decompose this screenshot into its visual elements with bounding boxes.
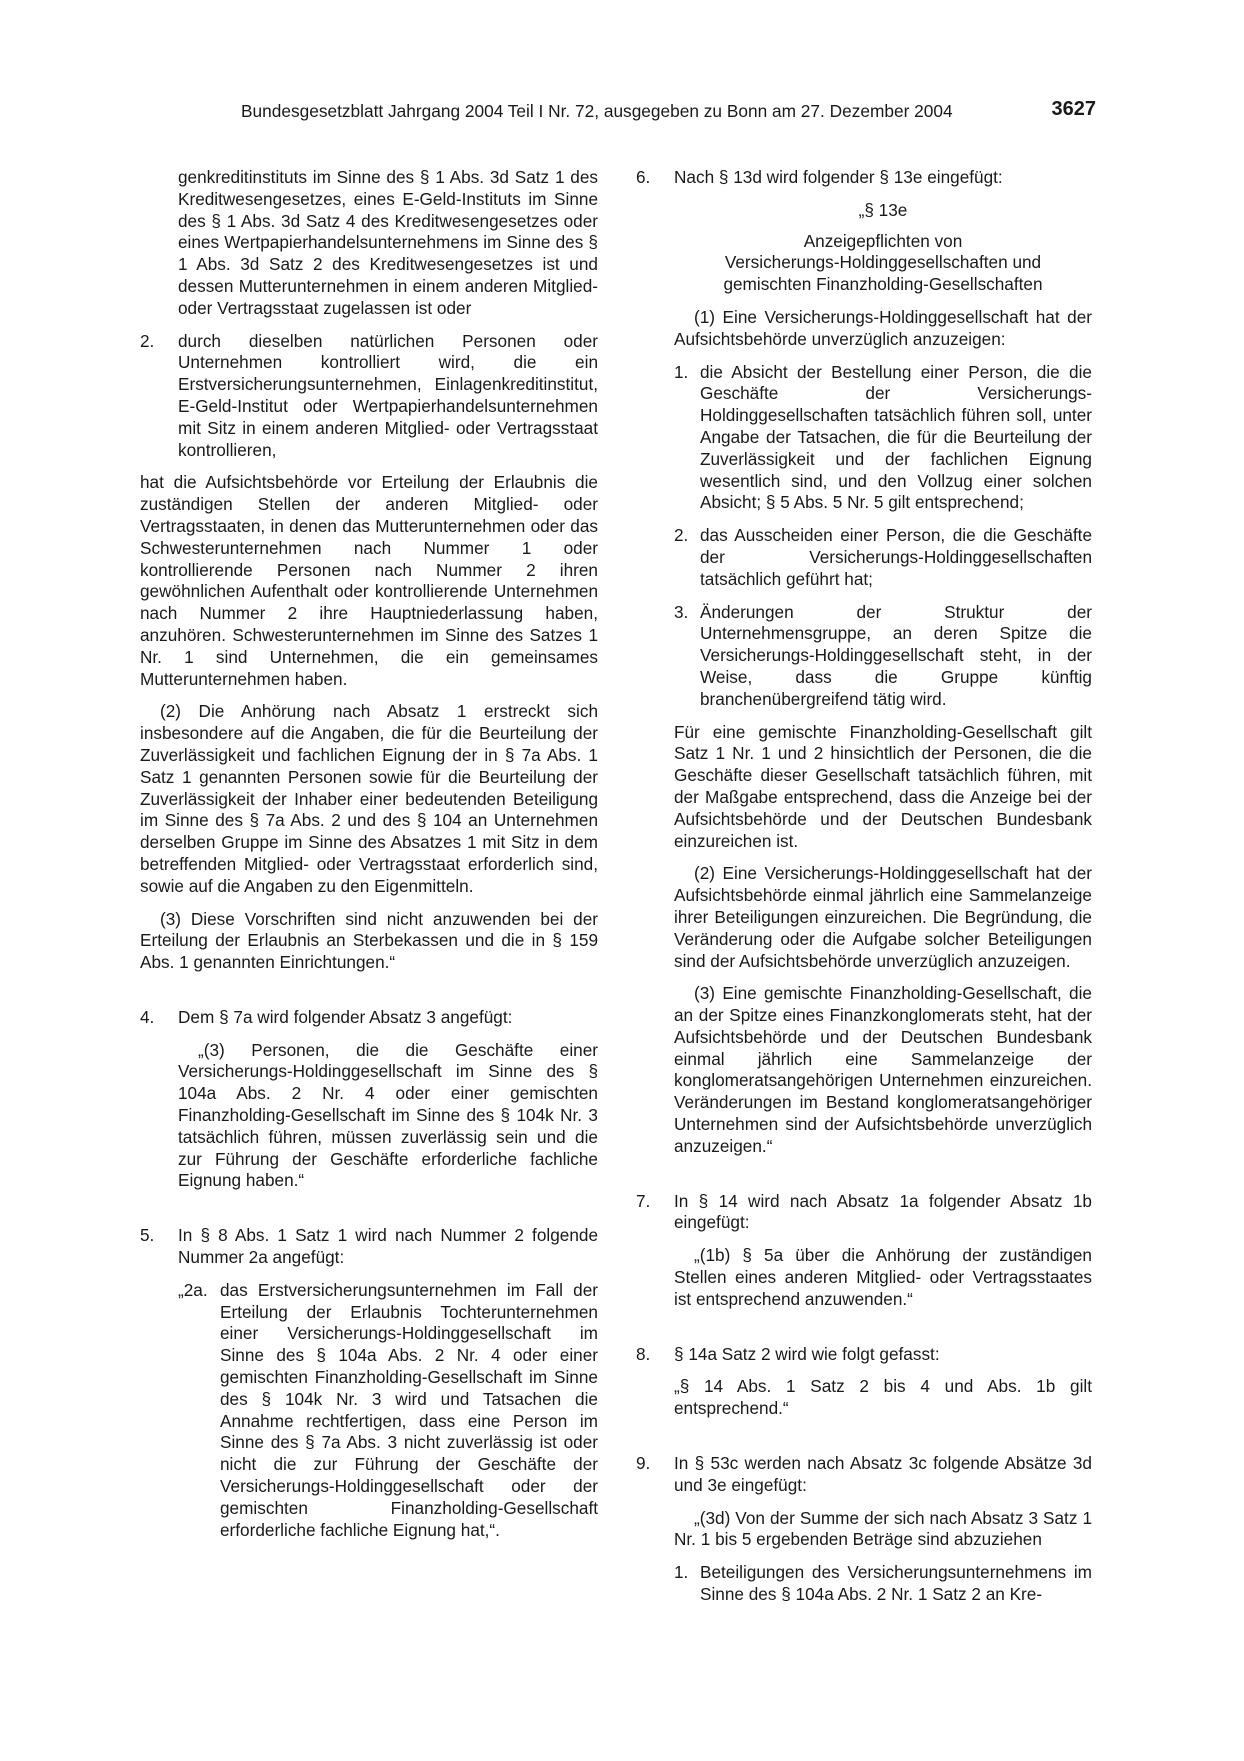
item-number: 6. xyxy=(636,167,651,187)
item-number: 9. xyxy=(636,1453,651,1474)
list-item-9 xyxy=(636,1453,1092,1497)
page-header xyxy=(241,98,1096,131)
item-text: das Ausscheiden einer Person, die die Geschäfte der Versicherungs-Holdinggesellschaften tatsächlich geführt hat; xyxy=(700,525,1092,589)
section-heading-line-2: Versicherungs-Holdinggesellschaften und xyxy=(724,252,1042,273)
item-text: In § 8 Abs. 1 Satz 1 wird nach Nummer 2 folgende Nummer 2a angefügt: xyxy=(178,1225,598,1268)
quote-9: „(3d) Von der Summe der sich nach Absatz 3 Satz 1 Nr. 1 bis 5 ergebenden Beträge sind abzuziehen xyxy=(674,1507,1092,1550)
sub-item-3 xyxy=(674,602,1092,711)
item-text: die Absicht der Bestellung einer Person, die die Geschäfte der Versicherungs-Holdinggesellschaften tatsächlich führen soll, unter Angabe der Tatsachen, die für die Beurteilung der Zuverlässigkeit und der fachlichen Eignung wesentlich sind, und den Vollzug einer solchen Absicht; § 5 Abs. 5 Nr. 5 gilt entsprechend; xyxy=(700,361,1092,513)
item-number: 2. xyxy=(674,525,689,546)
list-item-2 xyxy=(140,331,598,462)
item-number: 3. xyxy=(674,601,689,622)
paragraph-2: (2) Eine Versicherungs-Holdinggesellschaft hat der Aufsichtsbehörde einmal jährlich eine Sammelanzeige ihrer Beteiligungen einzureichen. Die Begründung, die Veränderung oder die Aufgabe solcher Beteiligungen sind der Aufsichtsbehörde unverzüglich anzuzeigen. xyxy=(674,863,1092,971)
paragraph-3: (3) Diese Vorschriften sind nicht anzuwenden bei der Erteilung der Erlaubnis an Sterbekassen und die in § 159 Abs. 1 genannten Einrichtungen.“ xyxy=(140,908,598,973)
item-text: Beteiligungen des Versicherungsunternehmens im Sinne des § 104a Abs. 2 Nr. 1 Satz 2 an Kre- xyxy=(700,1562,1092,1605)
item-text: § 14a Satz 2 wird wie folgt gefasst: xyxy=(674,1343,940,1364)
right-column xyxy=(636,167,1092,1606)
item-number: 1. xyxy=(674,1562,689,1583)
quote-7: „(1b) § 5a über die Anhörung der zuständigen Stellen eines anderen Mitglied- oder Vertragsstaates ist entsprechend anzuwenden.“ xyxy=(674,1245,1092,1309)
list-item-6 xyxy=(636,167,1092,189)
item-number: 4. xyxy=(140,1006,155,1027)
list-item-7 xyxy=(636,1191,1092,1235)
item-text: In § 53c werden nach Absatz 3c folgende Absätze 3d und 3e eingefügt: xyxy=(674,1453,1092,1495)
item-number: 2. xyxy=(140,330,155,351)
item-number: 7. xyxy=(636,1190,651,1211)
list-item-2a xyxy=(178,1280,598,1542)
list-item-8 xyxy=(636,1344,1092,1366)
item-number: 8. xyxy=(636,1343,651,1364)
item-number: „2a. xyxy=(178,1279,208,1300)
quote-4: „(3) Personen, die die Geschäfte einer Versicherungs-Holdinggesellschaft im Sinne des § 104a Abs. 2 Nr. 4 oder einer gemischten Finanzholding-Gesellschaft im Sinne des § 104k Nr. 3 tatsächlich führen, müssen zuverlässig sein und die zur Führung der Geschäfte erforderliche fachliche Eignung haben.“ xyxy=(178,1039,598,1191)
paragraph-1: (1) Eine Versicherungs-Holdinggesellschaft hat der Aufsichtsbehörde unverzüglich anzuzeigen: xyxy=(674,306,1092,349)
section-heading-line-1: Anzeigepflichten von xyxy=(803,230,963,251)
sub-item-2 xyxy=(674,525,1092,590)
item-number: 5. xyxy=(140,1225,155,1246)
continued-text: genkreditinstituts im Sinne des § 1 Abs. 3d Satz 1 des Kreditwesengesetzes, eines E-Geld-Instituts im Sinne des § 1 Abs. 3d Satz 4 des Kreditwesengesetzes oder eines Wertpapierhandelsunternehmens im Sinne des § 1 Abs. 3d Satz 2 des Kreditwesengesetzes ist und dessen Mutterunternehmen in einem anderen Mitglied- oder Vertragsstaat zugelassen ist oder xyxy=(178,167,598,318)
item-text: Änderungen der Struktur der Unternehmensgruppe, an deren Spitze die Versicherungs-Holdinggesellschaft steht, in der Weise, dass die Gruppe künftig branchenübergreifend tätig wird. xyxy=(700,601,1092,709)
item-text: durch dieselben natürlichen Personen oder Unternehmen kontrolliert wird, die ein Erstversicherungsunternehmen, Einlagenkreditinstitut, E-Geld-Institut oder Wertpapierhandelsunternehmen mit Sitz in einem anderen Mitglied- oder Vertragsstaat kontrollieren, xyxy=(178,330,598,460)
item-text: das Erstversicherungsunternehmen im Fall der Erteilung der Erlaubnis Tochterunternehmen einer Versicherungs-Holdinggesellschaft im Sinne des § 104a Abs. 2 Nr. 4 oder einer gemischten Finanzholding-Gesellschaft im Sinne des § 104k Nr. 3 wird und Tatsachen die Annahme rechtfertigen, dass eine Person im Sinne des § 7a Abs. 3 nicht zuverlässig ist oder nicht die zur Führung der Geschäfte der Versicherungs-Holdinggesellschaft oder der gemischten Finanzholding-Gesellschaft erforderliche fachliche Eignung hat,“. xyxy=(220,1279,598,1540)
quote-8: „§ 14 Abs. 1 Satz 2 bis 4 und Abs. 1b gilt entsprechend.“ xyxy=(674,1376,1092,1419)
item-text: Dem § 7a wird folgender Absatz 3 angefügt: xyxy=(178,1006,513,1027)
section-title: „§ 13e xyxy=(858,199,908,220)
paragraph-hat: hat die Aufsichtsbehörde vor Erteilung der Erlaubnis die zuständigen Stellen der anderen Mitglied- oder Vertragsstaaten, in denen das Mutterunternehmen oder das Schwesterunternehmen nach Nummer 1 oder kontrollierende Personen nach Nummer 2 ihren gewöhnlichen Aufenthalt oder kontrollierende Unternehmen nach Nummer 2 ihre Hauptniederlassung haben, anzuhören. Schwesterunternehmen im Sinne des Satzes 1 Nr. 1 sind Unternehmen, die ein gemeinsames Mutterunternehmen haben. xyxy=(140,472,598,689)
paragraph-2: (2) Die Anhörung nach Absatz 1 erstreckt sich insbesondere auf die Angaben, die für die Beurteilung der Zuverlässigkeit und fachlichen Eignung der in § 7a Abs. 1 Satz 1 genannten Personen sowie für die Beurteilung der Zuverlässigkeit der Inhaber einer bedeutenden Beteiligung im Sinne des § 7a Abs. 2 und des § 104 an Unternehmen derselben Gruppe im Sinne des Absatzes 1 mit Sitz in dem betreffenden Mitglied- oder Vertragsstaat erforderlich sind, sowie auf die Angaben zu den Eigenmitteln. xyxy=(140,701,598,896)
sub-item-9-1 xyxy=(674,1562,1092,1606)
item-text: Nach § 13d wird folgender § 13e eingefügt: xyxy=(674,167,1003,187)
sub-item-1 xyxy=(674,362,1092,515)
page-number: 3627 xyxy=(1051,98,1096,120)
paragraph-3: (3) Eine gemischte Finanzholding-Gesellschaft, die an der Spitze eines Finanzkonglomerats steht, hat der Aufsichtsbehörde und der Deutschen Bundesbank einmal jährlich eine Sammelanzeige der konglomeratsangehörigen Unternehmen einzureichen. Veränderungen im Bestand konglomeratsangehöriger Unternehmen sind der Aufsichtsbehörde unverzüglich anzuzeigen.“ xyxy=(674,983,1092,1156)
list-item-4 xyxy=(140,1007,598,1029)
section-heading-line-3: gemischten Finanzholding-Gesellschaften xyxy=(723,274,1043,295)
item-number: 1. xyxy=(674,361,689,382)
paragraph-fuer: Für eine gemischte Finanzholding-Gesellschaft gilt Satz 1 Nr. 1 und 2 hinsichtlich der Personen, die die Geschäfte dieser Gesellschaft tatsächlich führen, mit der Maßgabe entsprechend, dass die Anzeige bei der Aufsichtsbehörde und der Deutschen Bundesbank einzureichen ist. xyxy=(674,721,1092,851)
list-item-5 xyxy=(140,1225,598,1269)
left-column xyxy=(140,167,598,1541)
item-text: In § 14 wird nach Absatz 1a folgender Absatz 1b eingefügt: xyxy=(674,1190,1092,1233)
header-title: Bundesgesetzblatt Jahrgang 2004 Teil I Nr. 72, ausgegeben zu Bonn am 27. Dezember 2004 xyxy=(241,101,953,121)
